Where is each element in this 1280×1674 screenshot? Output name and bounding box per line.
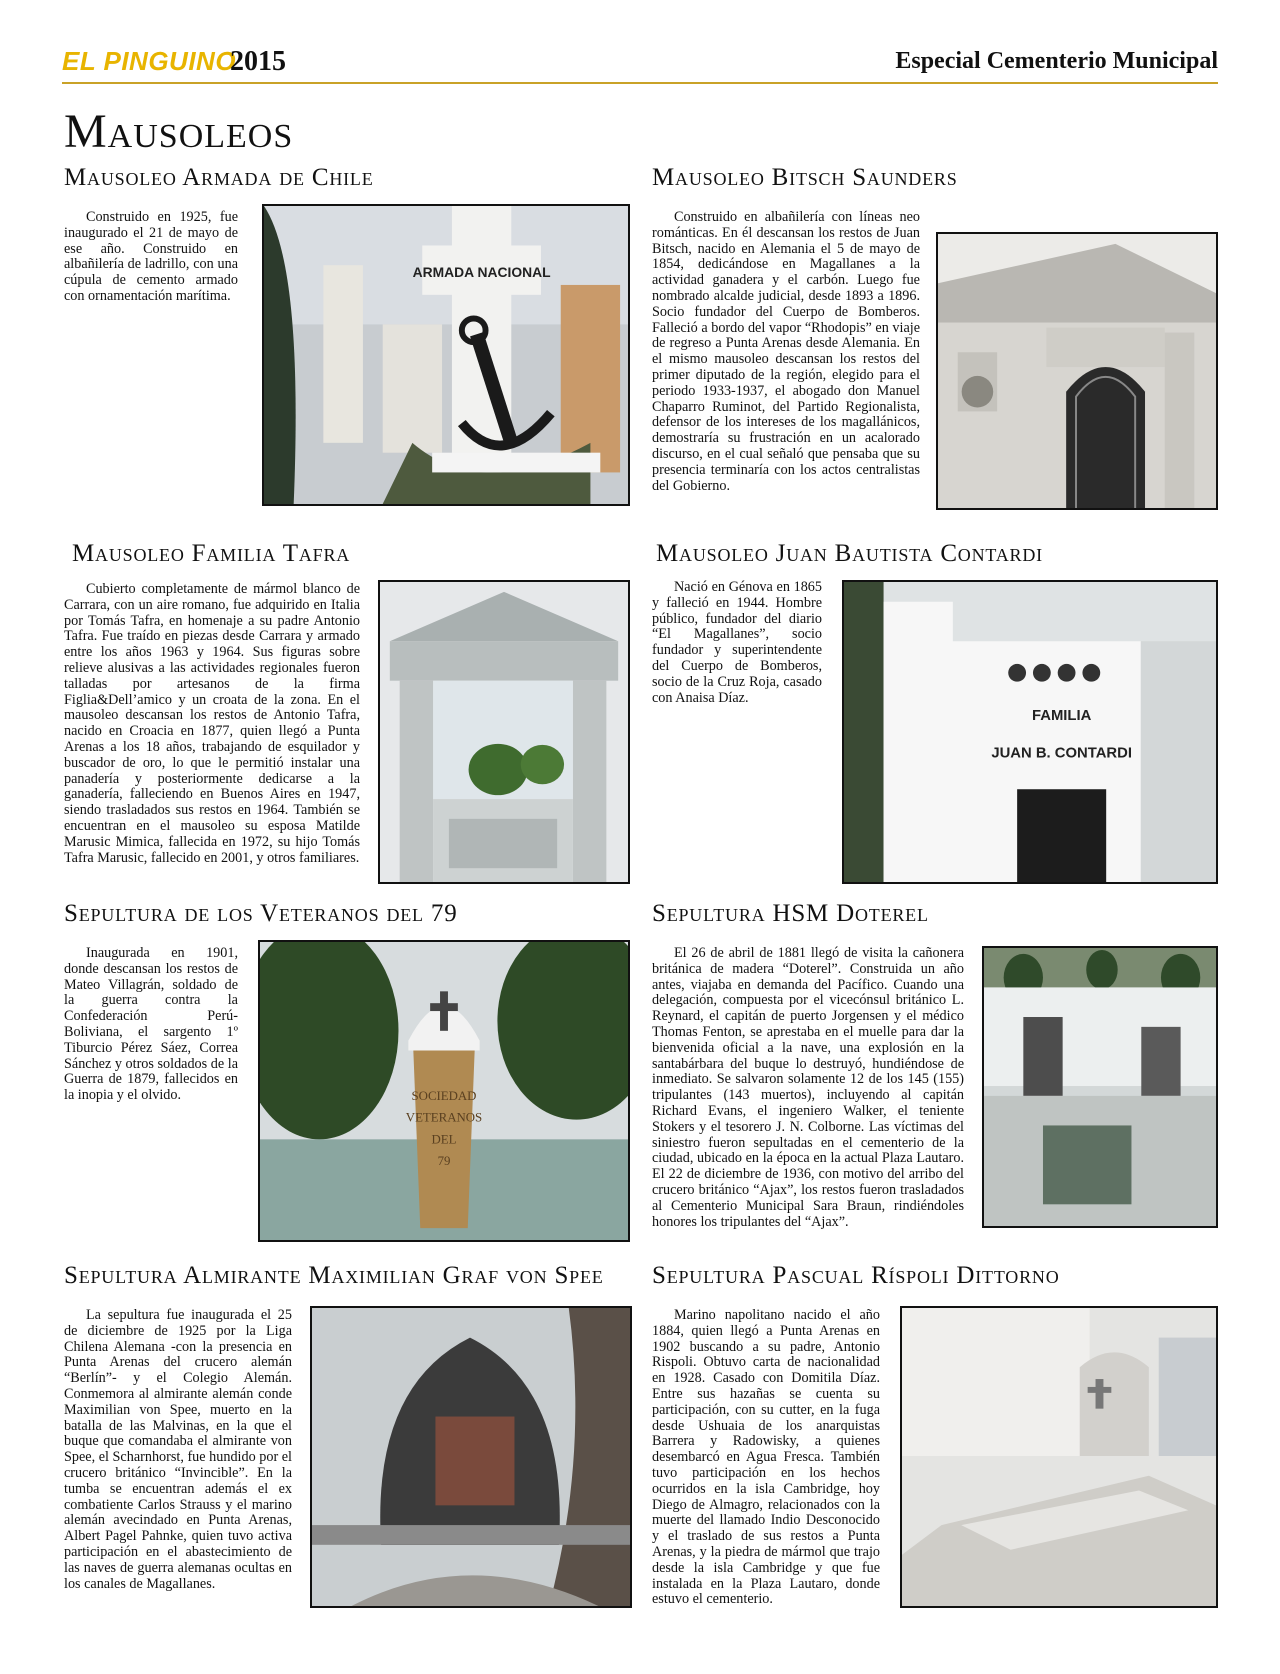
article-title-tafra: Mausoleo Familia Tafra <box>72 540 351 567</box>
section-title: Especial Cementerio Municipal <box>895 48 1218 74</box>
article-text-contardi: Nació en Génova en 1865 y falleció en 1944. Hombre público, fundador del diario “El Magallanes”, socio fundador y superintendente del Cuerpo de Bomberos, socio de la Cruz Roja, casado con Anaisa Díaz. <box>652 579 822 706</box>
contardi-sign-text-2: JUAN B. CONTARDI <box>991 745 1132 762</box>
article-text-rispoli: Marino napolitano nacido el año 1884, quien llegó a Punta Arenas en 1902 buscando a su padre, Antonio Rispoli. Obtuvo carta de nacionalidad en 1928. Casado con Domitila Díaz. Entre sus hazañas se cuenta su participación, con su cutter, en la fuga desde Ushuaia de los anarquistas Barrera y Radowisky, a quienes desembarcó en Agua Fresca. También tuvo participación en los hechos ocurridos en la isla Cambridge, hoy Diego de Almagro, relacionados con la muerte del llamado Indio Desconocido y el traslado de sus restos a Punta Arenas, y la piedra de mármol que trajo desde la isla Cambridge y que fue instalada en la Plaza Lautaro, donde estuvo el cementerio. <box>652 1307 880 1608</box>
edition-year: 2015 <box>230 46 286 77</box>
page-header <box>62 44 1218 84</box>
armada-sign-text: ARMADA NACIONAL <box>412 264 551 281</box>
article-title-von-spee: Sepultura Almirante Maximilian Graf von Spee <box>64 1262 604 1289</box>
photo-contardi-mausoleum <box>842 580 1218 884</box>
article-title-doterel: Sepultura HSM Doterel <box>652 900 929 927</box>
article-text-veteranos: Inaugurada en 1901, donde descansan los restos de Mateo Villagrán, soldado de la guerra contra la Confederación Perú-Boliviana, el sargento 1º Tiburcio Pérez Sáez, Correa Sánchez y otros soldados de la Guerra de 1879, fallecidos en la inopia y el olvido. <box>64 945 238 1104</box>
article-title-rispoli: Sepultura Pascual Ríspoli Dittorno <box>652 1262 1060 1289</box>
article-title-contardi: Mausoleo Juan Bautista Contardi <box>656 540 1043 567</box>
photo-veteranos-grave <box>258 940 630 1242</box>
contardi-sign-text-1: FAMILIA <box>1031 708 1092 725</box>
photo-bitsch-mausoleum <box>936 232 1218 510</box>
article-title-veteranos: Sepultura de los Veteranos del 79 <box>64 900 458 927</box>
article-text-von-spee: La sepultura fue inaugurada el 25 de diciembre de 1925 por la Liga Chilena Alemana -con la presencia en Punta Arenas del crucero alemán “Berlín”- y el Colegio Alemán. Conmemora al almirante alemán conde Maximilian von Spee, muerto en la batalla de las Malvinas, en la que el buque que comandaba el almirante von Spee, el Scharnhorst, fue hundido por el crucero británico “Invincible”. En la tumba se encuentran además el ex combatiente Carlos Strauss y el marino alemán avecindado en Punta Arenas, Albert Pagel Pahnke, quien tuvo activa participación en el abastecimiento de las naves de guerra alemanas ocultas en los canales de Magallanes. <box>64 1307 292 1592</box>
article-text-tafra: Cubierto completamente de mármol blanco de Carrara, con un aire romano, fue adquirido en Italia por Tomás Tafra, en homenaje a su padre Antonio Tafra. Fue traído en piezas desde Carrara y armado entre los años 1963 y 1964. Sus figuras sobre relieve alusivas a las actividades regionales fueron talladas por artesanos de la firma Figlia&Dell’amico y un croata de la zona. En el mausoleo descansan los restos de Antonio Tafra, nacido en Croacia en 1877, quien llegó a Punta Arenas a los 18 años, trabajando de esquilador y buscador de oro, lo que le permitió instalar una panadería y posteriormente dedicarse a la ganadería, falleciendo en Buenos Aires en 1947, siendo trasladados sus restos en 1964. También se encuentran en el mausoleo su esposa Matilde Marusic Mimica, fallecida en 1972, su hijo Tomás Tafra Marusic, fallecido en 2001, y otros familiares. <box>64 581 360 866</box>
veteranos-plaque-text-2: VETERANOS <box>405 1110 483 1125</box>
photo-armada-mausoleum <box>262 204 630 506</box>
photo-rispoli-grave <box>900 1306 1218 1608</box>
photo-von-spee-grave <box>310 1306 632 1608</box>
newspaper-brand: EL PINGUINO <box>62 46 237 76</box>
article-text-bitsch: Construido en albañilería con líneas neo románticas. En él descansan los restos de Juan Bitsch, nacido en Alemania el 5 de mayo de 1854, dedicándose en Magallanes a la actividad ganadera y el carbón. Luego fue nombrado alcalde judicial, desde 1893 a 1896. Socio fundador del Cuerpo de Bomberos. Falleció a bordo del vapor “Rhodopis” en viaje de regreso a Punta Arenas desde Alemania. En el mismo mausoleo descansan los restos del primer diputado de la región, elegido para el periodo 1933-1937, el abogado don Manuel Chaparro Ruminot, del Partido Regionalista, defensor de los intereses de los magallánicos, demostraría su frustración en un acalorado discurso, en el cual señaló que pensaba que su presencia terminaría con los actos centralistas del Gobierno. <box>652 209 920 494</box>
veteranos-plaque-text-1: SOCIEDAD <box>411 1088 477 1103</box>
photo-tafra-mausoleum <box>378 580 630 884</box>
article-text-doterel: El 26 de abril de 1881 llegó de visita la cañonera británica de madera “Doterel”. Construida un año antes, viajaba en demanda del Pacífico. Cuando una delegación, compuesta por el vicecónsul británico L. Reynard, el capitán de puerto Jorgensen y el médico Thomas Fenton, se aprestaba en el muelle para dar la bienvenida oficial a la nave, una explosión en la santabárbara del buque lo destruyó, hundiéndose de inmediato. Se salvaron solamente 12 de los 145 (155) tripulantes (143 muertos), incluyendo al capitán Richard Evans, el ingeniero Walker, el teniente Stokers y el tesorero J. N. Colborne. Las víctimas del siniestro fueron sepultadas en el cementerio de la ciudad, ubicado en la época en la actual Plaza Lautaro. El 22 de diciembre de 1936, con motivo del arribo del crucero británico “Ajax”, los restos fueron trasladados al Cementerio Municipal Sara Braun, rindiéndoles honores los tripulantes del “Ajax”. <box>652 945 964 1230</box>
article-text-armada: Construido en 1925, fue inaugurado el 21 de mayo de ese año. Construido en albañilería de ladrillo, con una cúpula de cemento armado con ornamentación marítima. <box>64 209 238 304</box>
article-title-armada: Mausoleo Armada de Chile <box>64 164 374 191</box>
page-title: Mausoleos <box>64 105 294 158</box>
veteranos-plaque-text-4: 79 <box>437 1154 451 1169</box>
article-title-bitsch: Mausoleo Bitsch Saunders <box>652 164 958 191</box>
veteranos-plaque-text-3: DEL <box>431 1132 457 1147</box>
photo-doterel-grave <box>982 946 1218 1228</box>
